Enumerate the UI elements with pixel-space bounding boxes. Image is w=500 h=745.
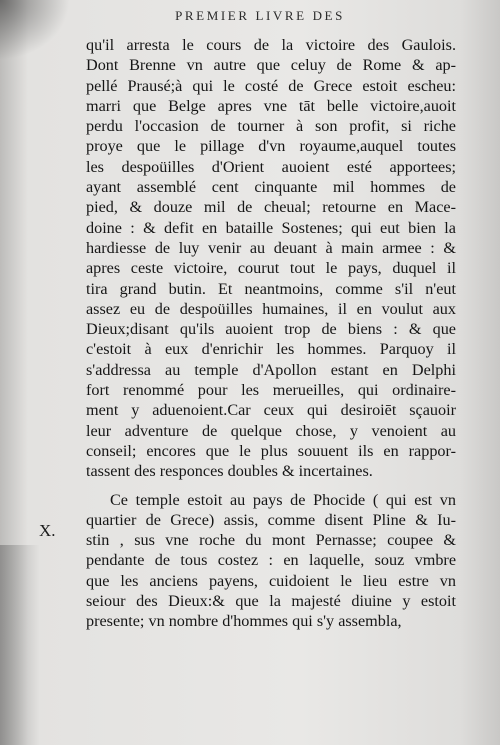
text-line: Dieux;disant qu'ils auoient trop de biens : & que	[86, 320, 456, 339]
text-line: ayant assemblé cent cinquante mil hommes de	[86, 178, 456, 197]
text-line: hardiesse de luy venir au deuant à main armee : &	[86, 238, 456, 257]
text-line: ment y aduenoient.Car ceux qui desiroiēt sçauoir	[86, 401, 456, 420]
text-line: quartier de Grece) assis, comme disent Pline & Iu-	[86, 510, 456, 529]
text-line: Ce temple estoit au pays de Phocide ( qui est vn	[110, 490, 456, 509]
text-line: presente; vn nombre d'hommes qui s'y assembla,	[86, 612, 402, 631]
text-line: apres ceste victoire, courut tout le pays, duquel il	[86, 259, 456, 278]
text-line: assez eu de despoüilles humaines, il en voulut aux	[86, 299, 456, 318]
body-text	[86, 35, 456, 632]
text-line: s'addressa au temple d'Apollon estant en Delphi	[86, 360, 456, 379]
text-line: c'estoit à eux d'enrichir les hommes. Parquoy il	[86, 340, 456, 359]
text-line: pendante de tous costez : en laquelle, souz vmbre	[86, 551, 456, 570]
text-line: marri que Belge apres vne tāt belle victoire,auoit	[86, 96, 456, 115]
paragraph-gap	[86, 482, 456, 490]
text-line: tira grand butin. Et neantmoins, comme s'il n'eut	[86, 279, 456, 298]
text-line: qu'il arresta le cours de la victoire des Gaulois.	[86, 36, 456, 54]
text-line: tassent des responces doubles & incertaines.	[86, 462, 373, 481]
marginal-note: X.	[39, 521, 56, 540]
paragraph	[86, 490, 456, 632]
text-line: pied, & douze mil de cheual; retourne en Mace-	[86, 198, 456, 217]
text-line: fort renommé pour les merueilles, qui ordinaire-	[86, 381, 456, 400]
text-line: doine : & defit en bataille Sostenes; qui eut bien la	[86, 218, 456, 237]
text-line: perdu l'occasion de tourner à son profit, si riche	[86, 117, 456, 136]
text-line: conseil; encores que le plus souuent ils en rappor-	[86, 441, 456, 460]
text-line: leur adventure de quelque chose, y venoient au	[86, 421, 456, 440]
text-line: pellé Prausé;à qui le costé de Grece estoit escheu:	[86, 76, 456, 95]
text-line: stin , sus vne roche du mont Pernasse; coupee &	[86, 531, 456, 550]
text-line: seiour des Dieux:& que la majesté diuine y estoit	[86, 592, 456, 611]
paragraph	[86, 35, 456, 482]
running-head: PREMIER LIVRE DES	[175, 8, 345, 23]
text-line: que les anciens payens, cuidoient le lieu estre vn	[86, 571, 456, 590]
page-shadow-bottom-left	[0, 545, 40, 745]
text-line: proye que le pillage d'vn royaume,auquel toutes	[86, 137, 456, 156]
text-line: Dont Brenne vn autre que celuy de Rome & ap-	[86, 56, 456, 75]
text-line: les despoüilles d'Orient auoient esté apportees;	[86, 157, 456, 176]
